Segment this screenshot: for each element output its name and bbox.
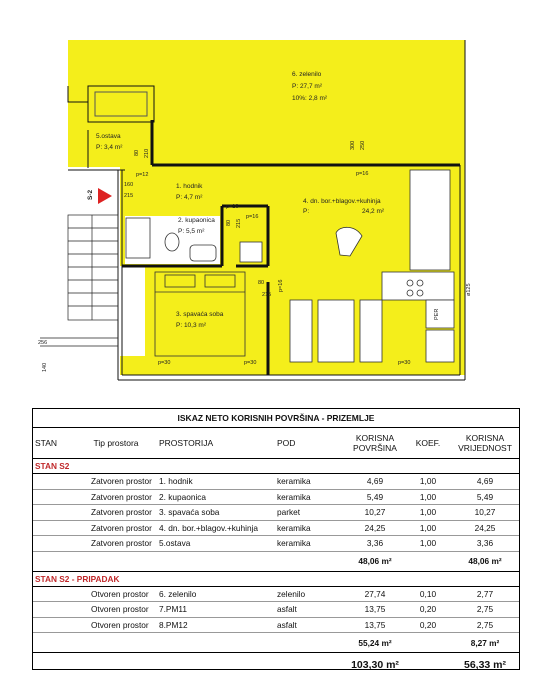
dim-label: p=16	[278, 279, 284, 292]
cell-povrsina: 27,74	[345, 586, 405, 602]
area-table	[32, 408, 520, 670]
dim-label: p=30	[398, 360, 411, 366]
bedroom-white-edge	[120, 266, 145, 356]
cell-koef: 1,00	[405, 520, 451, 536]
cell-pod: keramika	[275, 474, 345, 490]
dim-label: p=16	[356, 171, 369, 177]
cell-prostorija: 1. hodnik	[157, 474, 275, 490]
section-stan-s2: STAN S2	[33, 459, 519, 474]
header-tip: Tip prostora	[75, 428, 157, 459]
table-row	[33, 617, 519, 633]
cell-tip: Otvoren prostor	[75, 602, 157, 618]
cell-povrsina: 13,75	[345, 602, 405, 618]
table-row	[33, 505, 519, 521]
header-pod: POD	[275, 428, 345, 459]
section-mark: S-2	[87, 189, 94, 200]
room-zelenilo-area: P: 27,7 m²	[292, 83, 322, 90]
cell-povrsina: 4,69	[345, 474, 405, 490]
cell-vrijednost: 2,77	[451, 586, 519, 602]
cell-tip: Zatvoren prostor	[75, 520, 157, 536]
room-ostava-area: P: 3,4 m²	[96, 144, 123, 151]
cell-vrijednost: 4,69	[451, 474, 519, 490]
dim-label: p=30	[244, 360, 257, 366]
table-title: ISKAZ NETO KORISNIH POVRŠINA - PRIZEMLJE	[33, 409, 519, 428]
cell-tip: Zatvoren prostor	[75, 505, 157, 521]
cell-pod: keramika	[275, 520, 345, 536]
cell-tip: Zatvoren prostor	[75, 474, 157, 490]
total-vrijednost: 56,33 m²	[463, 659, 507, 671]
cell-pod: asfalt	[275, 602, 345, 618]
header-koef: KOEF.	[405, 428, 451, 459]
cell-pod: keramika	[275, 536, 345, 552]
section-sum-row	[33, 633, 519, 653]
cell-prostorija: 8.PM12	[157, 617, 275, 633]
sum-vrijednost: 48,06 m²	[451, 551, 519, 571]
cell-povrsina: 5,49	[345, 489, 405, 505]
header-prostorija: PROSTORIJA	[157, 428, 275, 459]
cell-prostorija: 6. zelenilo	[157, 586, 275, 602]
cell-prostorija: 2. kupaonica	[157, 489, 275, 505]
dim-label: p=12	[136, 172, 149, 178]
appliance-label: PER	[434, 308, 440, 320]
dim-label: 80	[134, 149, 140, 156]
cell-pod: asfalt	[275, 617, 345, 633]
room-zelenilo-name: 6. zelenilo	[292, 71, 322, 78]
dim-label: 256	[38, 340, 48, 346]
cell-pod: zelenilo	[275, 586, 345, 602]
ostava-area	[90, 120, 152, 165]
cell-tip: Zatvoren prostor	[75, 489, 157, 505]
dim-label: p=16	[226, 204, 239, 210]
room-spavaca-name: 3. spavaća soba	[176, 311, 224, 318]
dim-label: ø125	[466, 283, 472, 296]
cell-koef: 1,00	[405, 505, 451, 521]
total-row	[33, 653, 519, 678]
dim-label: 210	[144, 148, 150, 158]
room-hodnik-name: 1. hodnik	[176, 183, 203, 190]
cell-povrsina: 13,75	[345, 617, 405, 633]
sum-povrsina: 48,06 m²	[345, 551, 405, 571]
cell-prostorija: 4. dn. bor.+blagov.+kuhinja	[157, 520, 275, 536]
room-kuhinja-name: 4. dn. bor.+blagov.+kuhinja	[303, 198, 381, 205]
section-sum-row	[33, 551, 519, 571]
header-stan: STAN	[33, 428, 75, 459]
dim-label: p=16	[246, 214, 259, 220]
dim-label: 250	[360, 140, 366, 150]
sum-vrijednost: 8,27 m²	[451, 633, 519, 653]
table-row	[33, 489, 519, 505]
room-zelenilo-extra: 10%: 2,8 m²	[292, 95, 328, 102]
cell-pod: parket	[275, 505, 345, 521]
table-row	[33, 536, 519, 552]
cell-vrijednost: 5,49	[451, 489, 519, 505]
cell-vrijednost: 24,25	[451, 520, 519, 536]
cell-prostorija: 5.ostava	[157, 536, 275, 552]
cell-tip: Zatvoren prostor	[75, 536, 157, 552]
cell-vrijednost: 10,27	[451, 505, 519, 521]
dim-label: 215	[124, 193, 134, 199]
total-povrsina: 103,30 m²	[351, 659, 399, 671]
dim-label: 140	[42, 362, 48, 372]
table-row	[33, 586, 519, 602]
room-hodnik-area: P: 4,7 m²	[176, 194, 203, 201]
cell-vrijednost: 2,75	[451, 602, 519, 618]
cell-tip: Otvoren prostor	[75, 617, 157, 633]
cell-povrsina: 3,36	[345, 536, 405, 552]
cell-koef: 1,00	[405, 536, 451, 552]
cell-prostorija: 7.PM11	[157, 602, 275, 618]
cell-vrijednost: 2,75	[451, 617, 519, 633]
table-row	[33, 474, 519, 490]
sum-povrsina: 55,24 m²	[345, 633, 405, 653]
cell-koef: 1,00	[405, 489, 451, 505]
cell-koef: 0,20	[405, 602, 451, 618]
dim-label: 80	[258, 280, 265, 286]
room-kupaonica-area: P: 5,5 m²	[178, 228, 205, 235]
cell-pod: keramika	[275, 489, 345, 505]
section-arrow-icon	[98, 188, 112, 204]
cell-tip: Otvoren prostor	[75, 586, 157, 602]
room-kuhinja-area-prefix: P:	[303, 208, 310, 215]
cell-prostorija: 3. spavaća soba	[157, 505, 275, 521]
table-row	[33, 520, 519, 536]
dim-label: 215	[236, 218, 242, 228]
area-table-grid	[33, 409, 519, 677]
dim-label: p=30	[158, 360, 171, 366]
header-korisna-vrijednost: KORISNA VRIJEDNOST	[451, 428, 519, 459]
cell-povrsina: 10,27	[345, 505, 405, 521]
section-stan-s2-pripadak: STAN S2 - PRIPADAK	[33, 571, 519, 586]
header-korisna-povrsina: KORISNA POVRŠINA	[345, 428, 405, 459]
room-spavaca-area: P: 10,3 m²	[176, 322, 206, 329]
cell-koef: 0,10	[405, 586, 451, 602]
cell-koef: 0,20	[405, 617, 451, 633]
dim-label: 160	[124, 182, 134, 188]
dim-label: 300	[350, 140, 356, 150]
room-kuhinja-area: 24,2 m²	[362, 208, 385, 215]
cell-vrijednost: 3,36	[451, 536, 519, 552]
cell-koef: 1,00	[405, 474, 451, 490]
table-row	[33, 602, 519, 618]
dim-label: 215	[262, 292, 272, 298]
dim-label: 80	[226, 219, 232, 226]
cell-povrsina: 24,25	[345, 520, 405, 536]
room-kupaonica-name: 2. kupaonica	[178, 217, 215, 224]
room-ostava-name: 5.ostava	[96, 133, 121, 140]
